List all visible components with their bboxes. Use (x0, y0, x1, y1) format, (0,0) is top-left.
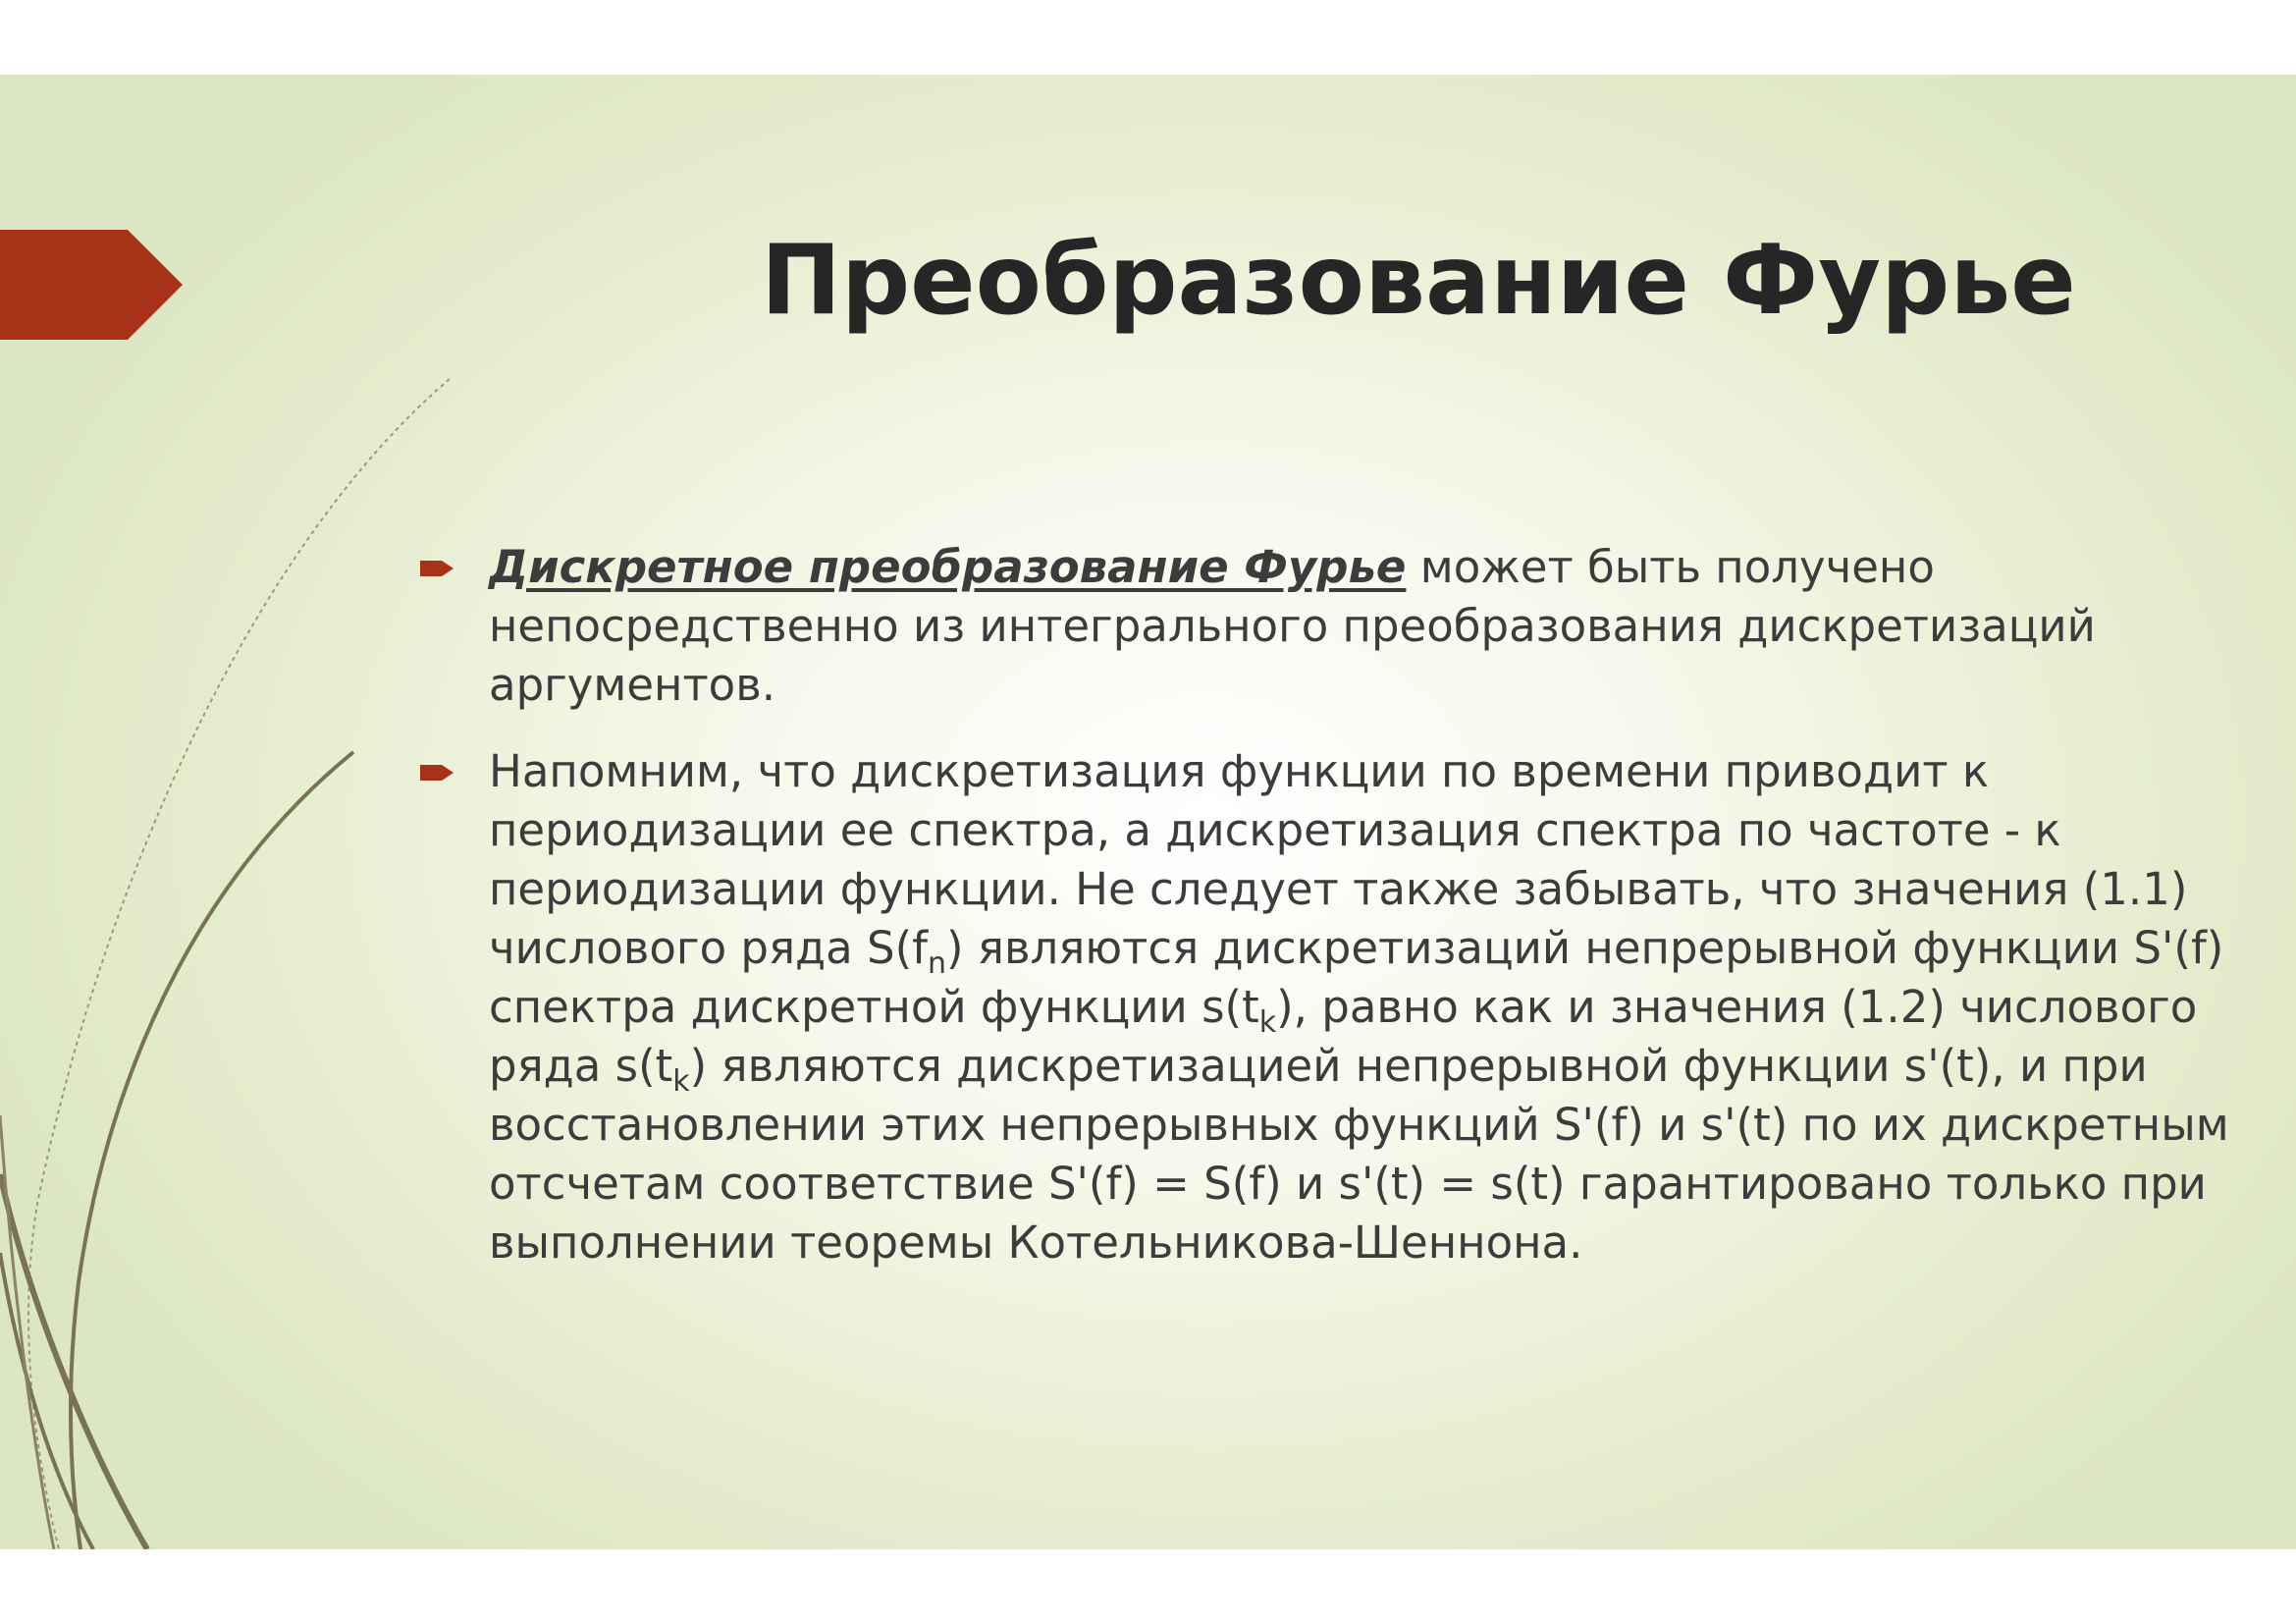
bullet-text-part-2: ) являются дискретизаций непрерывной функции S'(f) спектра дискретной функции s(t (489, 922, 2224, 1033)
title-arrow-shape (0, 230, 183, 340)
bullet-text-part-4: ) являются дискретизацией непрерывной функции s'(t), и при восстановлении этих непрерывных функций S'(f) и s'(t) по их дискретным отсчетам соответствие S'(f) = S(f) и s'(t) = s(t) гарантировано только при выполнении теоремы Котельникова-Шеннона. (489, 1040, 2229, 1269)
bullet-item-2 (412, 742, 2282, 1272)
bullet-arrow-icon (420, 762, 454, 784)
highlighted-term: Дискретное преобразование Фурье (489, 541, 1407, 593)
subscript-k: k (1258, 1005, 1277, 1040)
bullet-text-part-3: ), равно как и значения (1.2) числового ряда s(t (489, 981, 2198, 1092)
bullet-arrow-icon (420, 558, 454, 579)
bullet-text: может быть получено непосредственно из интегрального преобразования дискретизаций аргументов. (489, 541, 2096, 711)
slide-content (412, 538, 2282, 1300)
slide (0, 75, 2296, 1549)
slide-title: Преобразование Фурье (761, 225, 2076, 337)
subscript-n: n (928, 947, 947, 981)
bullet-item-1 (412, 538, 2282, 715)
subscript-k: k (672, 1064, 690, 1099)
bullet-text-part-1: Напомним, что дискретизация функции по времени приводит к периодизации ее спектра, а дискретизация спектра по частоте - к периодизации функции. Не следует также забывать, что значения (1.1) числового ряда S(f (489, 745, 2188, 974)
